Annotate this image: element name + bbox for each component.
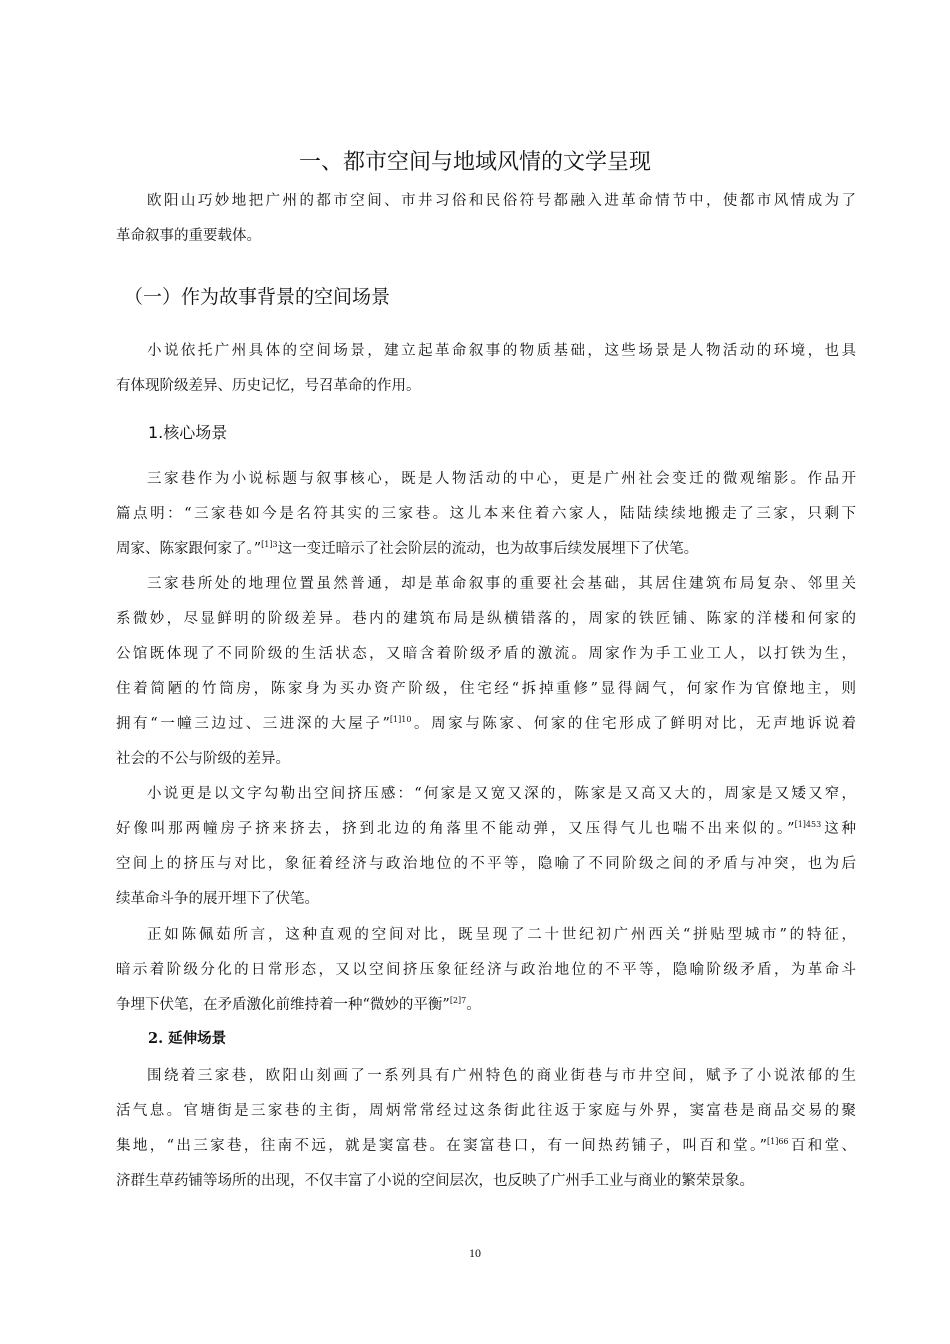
citation-ref: [1]3 <box>261 540 278 549</box>
text-line: 社会的不公与阶级的差异。 <box>116 751 290 767</box>
section-intro-paragraph <box>116 334 856 404</box>
chapter-heading: 一、都市空间与地域风情的文学呈现 <box>298 150 651 175</box>
section-heading: （一）作为故事背景的空间场景 <box>124 286 391 308</box>
text-line: 公馆既体现了不同阶级的生活状态，又暗含着阶级矛盾的激流。周家作为手工业工人，以打铁为生， <box>116 646 856 662</box>
citation-ref: [1]66 <box>767 1137 789 1146</box>
body-paragraph <box>116 462 856 567</box>
text-line: 小说更是以文字勾勒出空间挤压感：“何家是又宽又深的，陈家是又高又大的，周家是又矮又窄， <box>147 786 856 802</box>
text-run: 这一变迁暗示了社会阶层的流动，也为故事后续发展埋下了伏笔。 <box>277 541 699 557</box>
text-line: 续革命斗争的展开埋下了伏笔。 <box>116 891 319 907</box>
citation-ref: [1]453 <box>794 820 822 829</box>
text-line: 三家巷作为小说标题与叙事核心，既是人物活动的中心，更是广州社会变迁的微观缩影。作品开 <box>147 471 856 487</box>
body-paragraph <box>116 777 856 917</box>
text-line: 暗示着阶级分化的日常形态，又以空间挤压象征经济与政治地位的不平等，隐喻阶级矛盾，为革命斗 <box>116 962 856 978</box>
text-run: 争埋下伏笔，在矛盾激化前维持着一种“微妙的平衡” <box>116 997 450 1013</box>
text-run: 好像叫那两幢房子挤来挤去，挤到北边的角落里不能动弹，又压得气儿也喘不出来似的。” <box>116 821 795 837</box>
citation-ref: [1]10 <box>389 715 412 724</box>
body-paragraph <box>116 1059 856 1199</box>
citation-ref: [2]7 <box>449 996 467 1005</box>
text-line <box>116 812 856 847</box>
text-line <box>116 707 856 742</box>
text-line: 住着简陋的竹筒房，陈家身为买办资产阶级，住宅经“拆掉重修”显得阔气，何家作为官僚地主，则 <box>116 681 856 697</box>
intro-paragraph <box>116 184 856 254</box>
text-line <box>116 988 856 1023</box>
text-line: 有体现阶级差异、历史记忆，号召革命的作用。 <box>116 378 421 394</box>
text-line: 欧阳山巧妙地把广州的都市空间、市井习俗和民俗符号都融入进革命情节中，使都市风情成为了 <box>147 193 856 209</box>
text-line: 篇点明：“三家巷如今是名符其实的三家巷。这儿本来住着六家人，陆陆续续地搬走了三家，只剩下 <box>116 506 856 522</box>
text-line: 围绕着三家巷，欧阳山刻画了一系列具有广州特色的商业街巷与市井空间，赋予了小说浓郁的生 <box>147 1068 856 1084</box>
text-line <box>116 532 856 567</box>
text-line: 小说依托广州具体的空间场景，建立起革命叙事的物质基础，这些场景是人物活动的环境，也具 <box>147 343 856 359</box>
text-line: 三家巷所处的地理位置虽然普通，却是革命叙事的重要社会基础，其居住建筑布局复杂、邻里关 <box>147 576 856 592</box>
subsection-heading: 2. 延伸场景 <box>148 1030 227 1047</box>
page-number: 10 <box>469 1246 481 1260</box>
text-line: 活气息。官塘街是三家巷的主街，周炳常常经过这条街此往返于家庭与外界，窦富巷是商品交易的聚 <box>116 1103 856 1119</box>
text-run: 拥有“一幢三边过、三进深的大屋子” <box>116 716 390 732</box>
text-run: 。 <box>466 997 481 1013</box>
text-run: 这种 <box>821 821 856 837</box>
text-line <box>116 1129 856 1164</box>
text-line: 革命叙事的重要载体。 <box>116 228 261 244</box>
text-line: 空间上的挤压与对比，象征着经济与政治地位的不平等，隐喻了不同阶级之间的矛盾与冲突，也为后 <box>116 856 856 872</box>
text-line: 系微妙，尽显鲜明的阶级差异。巷内的建筑布局是纵横错落的，周家的铁匠铺、陈家的洋楼和何家的 <box>116 611 856 627</box>
text-run: 集地，“出三家巷，往南不远，就是窦富巷。在窦富巷口，有一间热药铺子，叫百和堂。” <box>116 1138 767 1154</box>
text-line: 济群生草药铺等场所的出现，不仅丰富了小说的空间层次，也反映了广州手工业与商业的繁荣景象。 <box>116 1173 754 1189</box>
body-paragraph <box>116 567 856 777</box>
body-paragraph <box>116 918 856 1023</box>
text-run: 周家、陈家跟何家了。” <box>116 541 262 557</box>
text-line: 正如陈佩茹所言，这种直观的空间对比，既呈现了二十世纪初广州西关“拼贴型城市”的特征， <box>147 927 856 943</box>
text-run: 百和堂、 <box>788 1138 856 1154</box>
subsection-heading: 1.核心场景 <box>148 423 228 442</box>
text-run: 。周家与陈家、何家的住宅形成了鲜明对比，无声地诉说着 <box>411 716 857 732</box>
